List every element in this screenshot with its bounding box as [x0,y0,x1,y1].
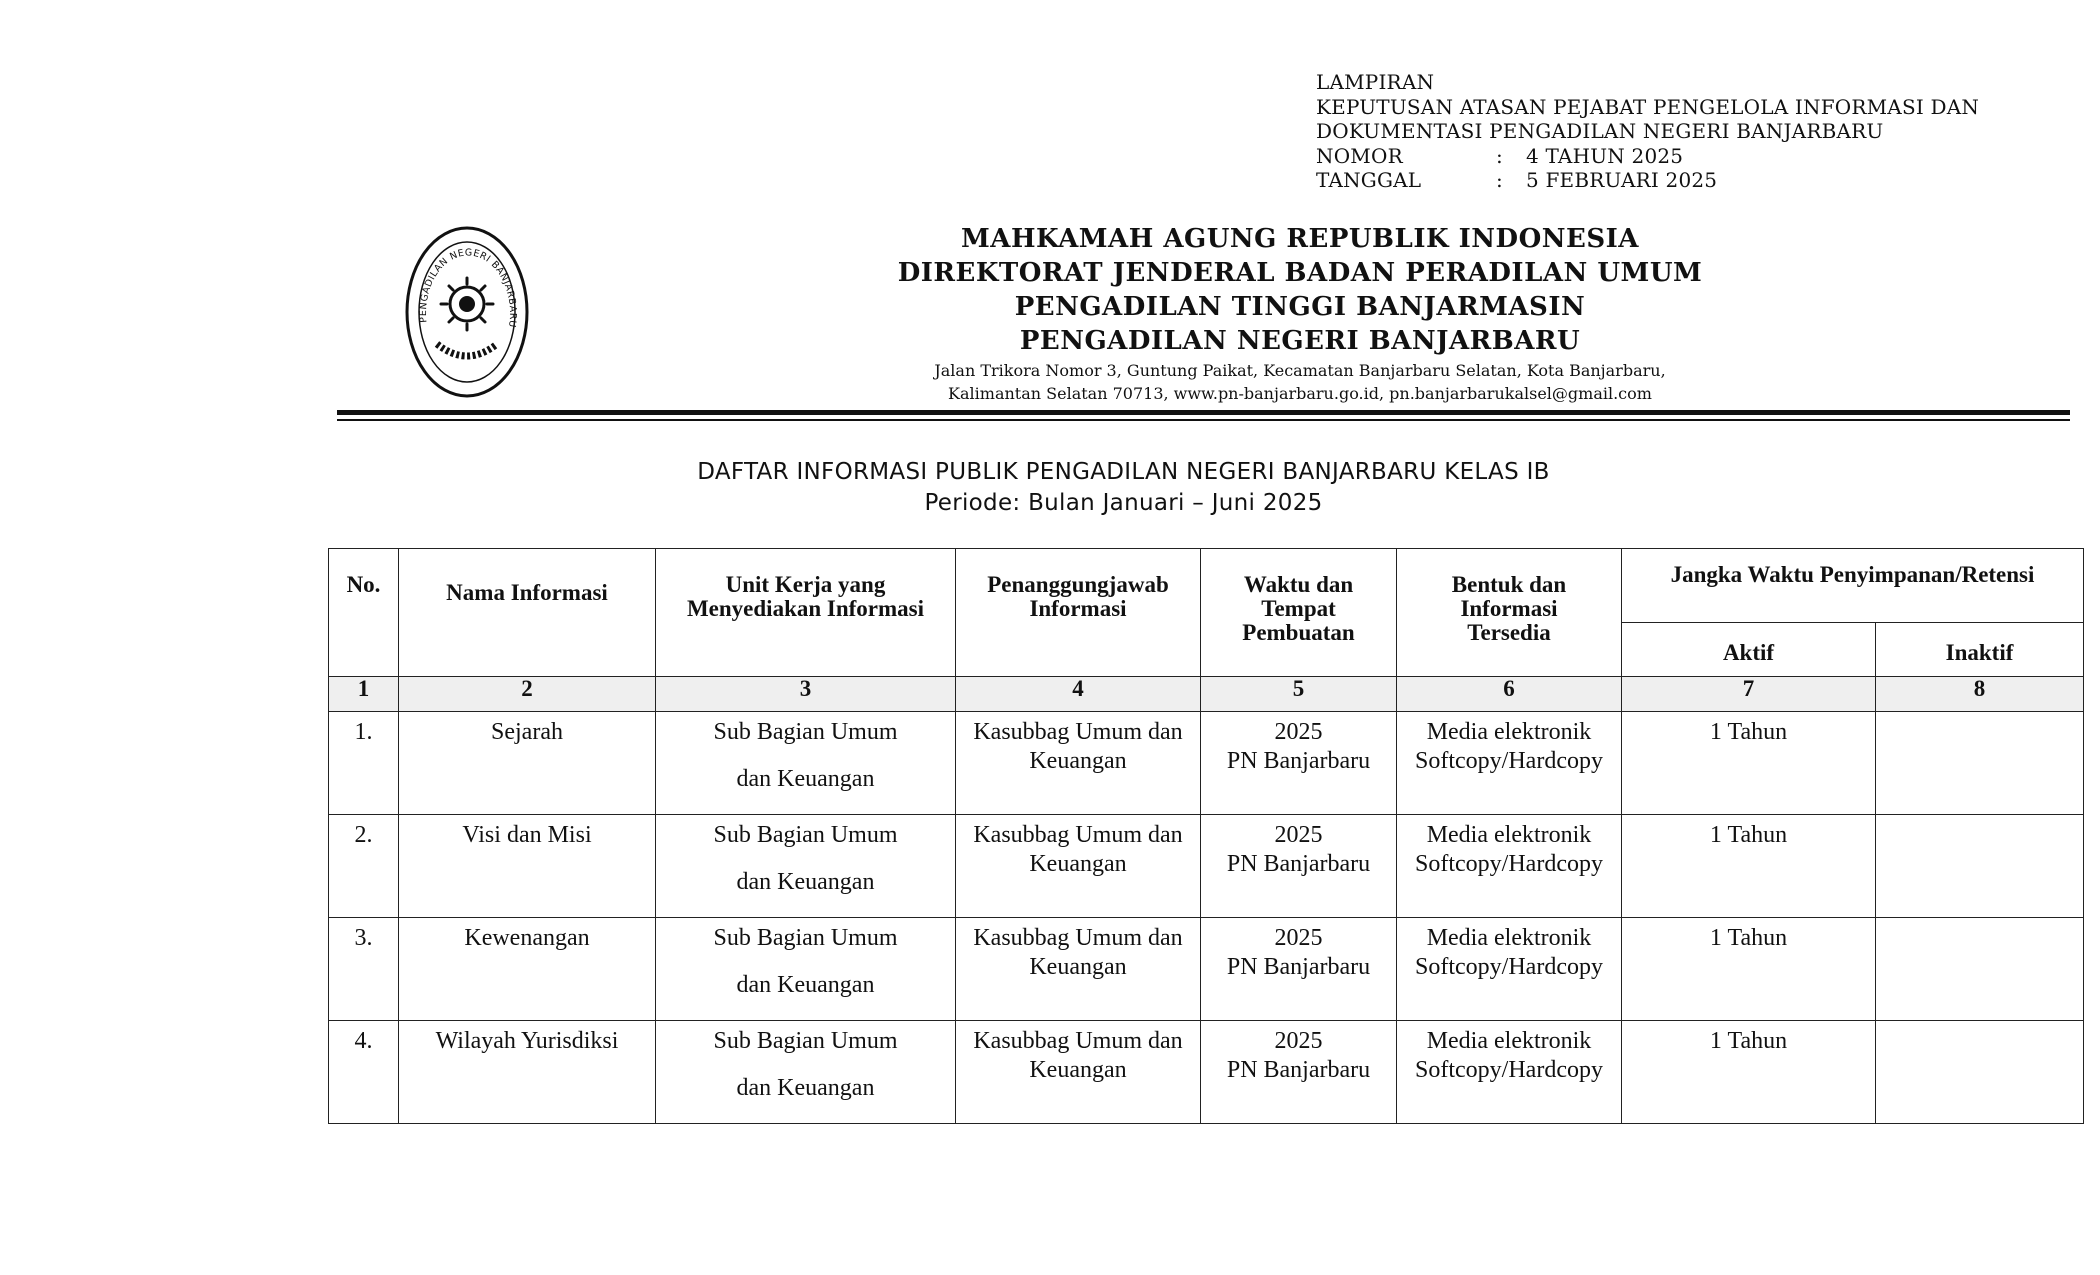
table-row [329,712,2084,815]
cell-unit: Sub Bagian Umum dan Keuangan [656,712,956,815]
header-jangka-waktu: Jangka Waktu Penyimpanan/Retensi [1622,549,2084,623]
letterhead-rule-thin [337,419,2070,421]
public-info-table [328,548,2084,1124]
letterhead-address2: Kalimantan Selatan 70713, www.pn-banjarbaru.go.id, pn.banjarbarukalsel@gmail.com [948,384,1652,403]
tanggal-label: TANGGAL [1316,168,1422,192]
col-number: 7 [1622,677,1876,712]
column-number-row [329,677,2084,712]
lampiran-label: LAMPIRAN [1316,70,1435,94]
header-waktu-tempat: Waktu dan Tempat Pembuatan [1201,549,1397,677]
cell-waktu: 2025 PN Banjarbaru [1201,712,1397,815]
header-penanggungjawab: Penanggungjawab Informasi [956,549,1201,677]
letterhead-line3: PENGADILAN TINGGI BANJARMASIN [1014,292,1586,322]
letterhead-line1: MAHKAMAH AGUNG REPUBLIK INDONESIA [961,224,1639,254]
cell-bentuk: Media elektronik Softcopy/Hardcopy [1397,815,1622,918]
header-unit-kerja: Unit Kerja yang Menyediakan Informasi [656,549,956,677]
cell-penanggungjawab: Kasubbag Umum dan Keuangan [956,1021,1201,1124]
lampiran-line2: DOKUMENTASI PENGADILAN NEGERI BANJARBARU [1316,119,1884,143]
cell-nama: Visi dan Misi [399,815,656,918]
letterhead-line4: PENGADILAN NEGERI BANJARBARU [1019,326,1581,356]
cell-aktif: 1 Tahun [1622,918,1876,1021]
cell-bentuk: Media elektronik Softcopy/Hardcopy [1397,1021,1622,1124]
cell-nama: Sejarah [399,712,656,815]
tanggal-value: 5 FEBRUARI 2025 [1526,168,1718,192]
letterhead-address1: Jalan Trikora Nomor 3, Guntung Paikat, Kecamatan Banjarbaru Selatan, Kota Banjarbaru, [934,361,1666,380]
cell-aktif: 1 Tahun [1622,712,1876,815]
header-inaktif: Inaktif [1876,623,2084,677]
cell-unit: Sub Bagian Umum dan Keuangan [656,918,956,1021]
cell-no: 2. [329,815,399,918]
cell-inaktif [1876,1021,2084,1124]
cell-no: 3. [329,918,399,1021]
nomor-label: NOMOR [1316,143,1403,168]
cell-nama: Kewenangan [399,918,656,1021]
cell-bentuk: Media elektronik Softcopy/Hardcopy [1397,918,1622,1021]
cell-bentuk: Media elektronik Softcopy/Hardcopy [1397,712,1622,815]
tanggal-row [1316,168,1979,193]
cell-penanggungjawab: Kasubbag Umum dan Keuangan [956,712,1201,815]
cell-inaktif [1876,815,2084,918]
cell-no: 1. [329,712,399,815]
cell-no: 4. [329,1021,399,1124]
cell-inaktif [1876,918,2084,1021]
cell-inaktif [1876,712,2084,815]
cell-unit: Sub Bagian Umum dan Keuangan [656,1021,956,1124]
seal-emblem [437,278,497,356]
cell-penanggungjawab: Kasubbag Umum dan Keuangan [956,815,1201,918]
header-no: No. [329,549,399,677]
nomor-colon: : [1496,143,1503,168]
document-title [336,457,1911,519]
table-row [329,815,2084,918]
col-number: 5 [1201,677,1397,712]
tanggal-colon: : [1496,168,1503,192]
cell-aktif: 1 Tahun [1622,1021,1876,1124]
cell-waktu: 2025 PN Banjarbaru [1201,918,1397,1021]
col-number: 1 [329,677,399,712]
letterhead [660,222,1940,404]
cell-waktu: 2025 PN Banjarbaru [1201,815,1397,918]
table-row [329,918,2084,1021]
col-number: 6 [1397,677,1622,712]
cell-penanggungjawab: Kasubbag Umum dan Keuangan [956,918,1201,1021]
cell-waktu: 2025 PN Banjarbaru [1201,1021,1397,1124]
header-nama-informasi: Nama Informasi [399,549,656,677]
col-number: 2 [399,677,656,712]
header-bentuk-informasi: Bentuk dan Informasi Tersedia [1397,549,1622,677]
court-seal-logo [405,226,529,399]
nomor-row [1316,144,1979,169]
col-number: 3 [656,677,956,712]
col-number: 4 [956,677,1201,712]
lampiran-line1: KEPUTUSAN ATASAN PEJABAT PENGELOLA INFORMASI DAN [1316,94,1980,119]
seal-arc-text: PENGADILAN NEGERI BANJARBARU [417,247,519,329]
letterhead-line2: DIREKTORAT JENDERAL BADAN PERADILAN UMUM [897,258,1703,288]
table-header-row [329,549,2084,623]
table-row [329,1021,2084,1124]
nomor-value: 4 TAHUN 2025 [1526,143,1684,168]
cell-nama: Wilayah Yurisdiksi [399,1021,656,1124]
letterhead-rule-thick [337,410,2070,415]
title-line1: DAFTAR INFORMASI PUBLIK PENGADILAN NEGERI BANJARBARU KELAS IB [697,459,1550,485]
lampiran-block [1316,70,1979,193]
header-aktif: Aktif [1622,623,1876,677]
cell-unit: Sub Bagian Umum dan Keuangan [656,815,956,918]
col-number: 8 [1876,677,2084,712]
cell-aktif: 1 Tahun [1622,815,1876,918]
title-line2: Periode: Bulan Januari – Juni 2025 [924,490,1323,516]
